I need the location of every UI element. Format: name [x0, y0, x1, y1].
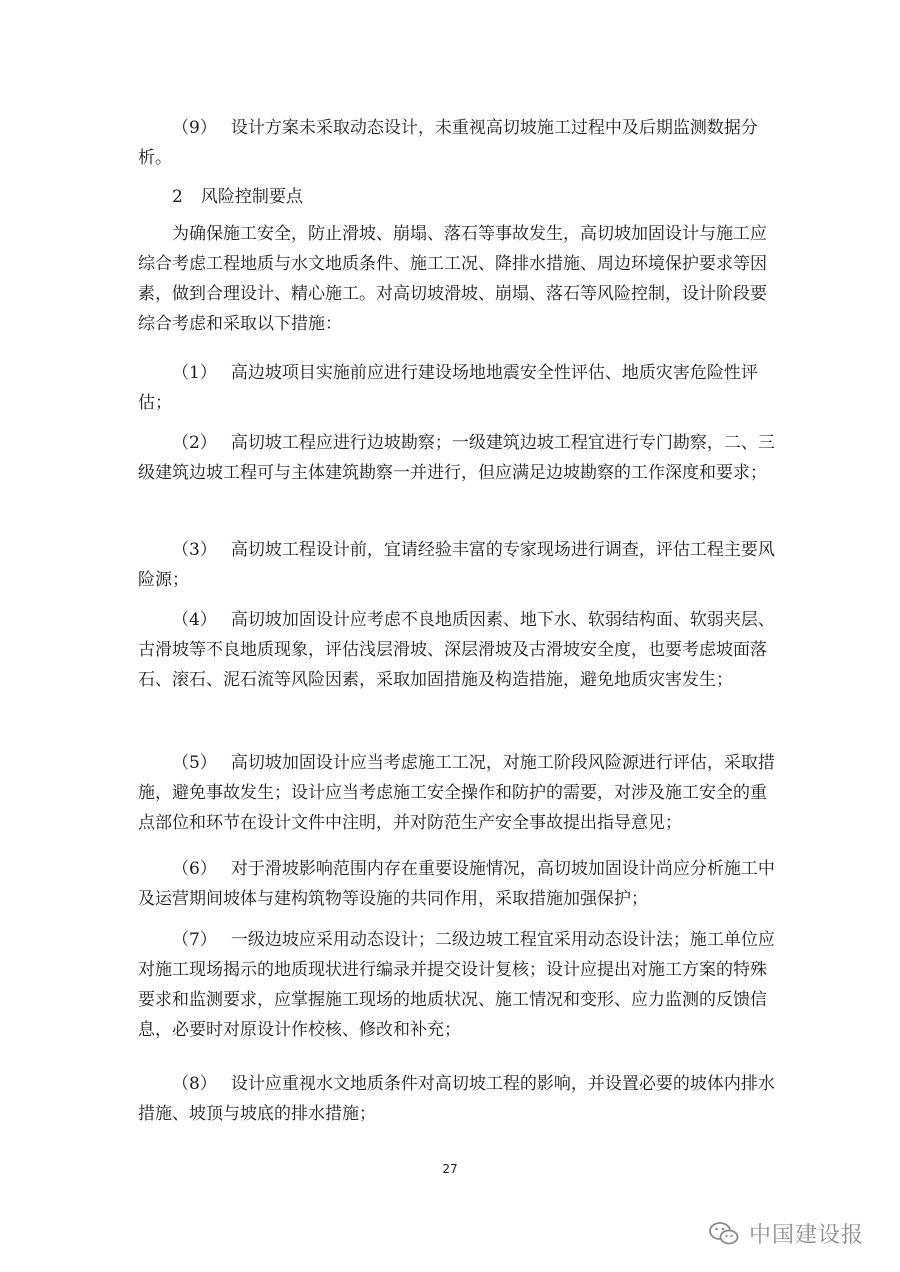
section-title: 风险控制要点 — [200, 187, 303, 207]
paragraph-item-1 — [138, 358, 778, 418]
item-text: 高切坡加固设计应考虑不良地质因素、地下水、软弱结构面、软弱夹层、古滑坡等不良地质现象，评估浅层滑坡、深层滑坡及古滑坡安全度，也要考虑坡面落石、滚石、泥石流等风险因素，采取加固措施及构造措施，避免地质灾害发生； — [138, 610, 775, 690]
paragraph-item-7 — [138, 925, 778, 1045]
item-number: （2） — [172, 433, 217, 453]
item-number: （3） — [172, 540, 217, 560]
intro-paragraph — [138, 219, 778, 339]
item-text: 设计方案未采取动态设计，未重视高切坡施工过程中及后期监测数据分析。 — [138, 118, 758, 168]
paragraph-item-5 — [138, 748, 778, 838]
item-number: （6） — [172, 859, 217, 879]
item-text: 对于滑坡影响范围内存在重要设施情况，高切坡加固设计尚应分析施工中及运营期间坡体与建构筑物等设施的共同作用，采取措施加强保护； — [138, 859, 775, 909]
paragraph-item-4 — [138, 605, 778, 695]
item-number: （5） — [172, 753, 217, 773]
paragraph-item-6 — [138, 854, 778, 914]
paragraph-item-2 — [138, 428, 778, 488]
item-number: （7） — [172, 930, 217, 950]
page-number: 27 — [442, 1162, 458, 1176]
watermark — [709, 1218, 864, 1249]
item-text: 高切坡工程设计前，宜请经验丰富的专家现场进行调查，评估工程主要风险源； — [138, 540, 775, 590]
item-text: 一级边坡应采用动态设计；二级边坡工程宜采用动态设计法；施工单位应对施工现场揭示的地质现状进行编录并提交设计复核；设计应提出对施工方案的特殊要求和监测要求，应掌握施工现场的地质状况、施工情况和变形、应力监测的反馈信息，必要时对原设计作校核、修改和补充； — [138, 930, 775, 1040]
item-text: 设计应重视水文地质条件对高切坡工程的影响，并设置必要的坡体内排水措施、坡顶与坡底的排水措施； — [138, 1074, 775, 1124]
section-number: 2 — [172, 187, 183, 207]
item-number: （8） — [172, 1074, 217, 1094]
item-text: 高切坡加固设计应当考虑施工工况，对施工阶段风险源进行评估，采取措施，避免事故发生；设计应当考虑施工安全操作和防护的需要，对涉及施工安全的重点部位和环节在设计文件中注明，并对防范生产安全事故提出指导意见； — [138, 753, 775, 833]
intro-text: 为确保施工安全，防止滑坡、崩塌、落石等事故发生，高切坡加固设计与施工应综合考虑工程地质与水文地质条件、施工工况、降排水措施、周边环境保护要求等因素，做到合理设计、精心施工。对高切坡滑坡、崩塌、落石等风险控制，设计阶段要综合考虑和采取以下措施： — [138, 224, 767, 334]
paragraph-item-3 — [138, 535, 778, 595]
item-number: （4） — [172, 610, 217, 630]
item-number: （9） — [172, 118, 217, 138]
item-text: 高切坡工程应进行边坡勘察；一级建筑边坡工程宜进行专门勘察，二、三级建筑边坡工程可与主体建筑勘察一并进行，但应满足边坡勘察的工作深度和要求； — [138, 433, 775, 483]
section-heading — [172, 182, 303, 212]
paragraph-item-9 — [138, 113, 778, 173]
watermark-text: 中国建设报 — [748, 1223, 864, 1248]
wechat-icon — [709, 1221, 739, 1247]
item-number: （1） — [172, 363, 217, 383]
item-text: 高边坡项目实施前应进行建设场地地震安全性评估、地质灾害危险性评估； — [138, 363, 758, 413]
paragraph-item-8 — [138, 1069, 778, 1129]
